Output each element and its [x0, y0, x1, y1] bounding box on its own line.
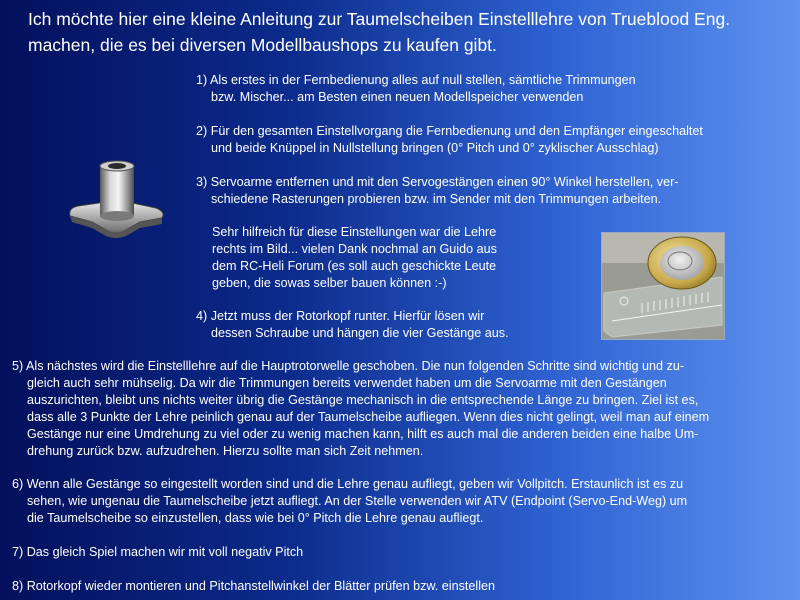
- note-line: geben, die sowas selber bauen können :-): [212, 276, 447, 290]
- step-5: [12, 358, 709, 460]
- title-line: Ich möchte hier eine kleine Anleitung zur Taumelscheiben Einstelllehre von Trueblood Eng.: [28, 9, 731, 29]
- step-1-line: 1) Als erstes in der Fernbedienung alles auf null stellen, sämtliche Trimmungen: [196, 73, 636, 87]
- page-title: [28, 6, 798, 58]
- step-8-line: 8) Rotorkopf wieder montieren und Pitchanstellwinkel der Blätter prüfen bzw. einstellen: [12, 579, 496, 593]
- step-3-line: 3) Servoarme entfernen und mit den Servogestängen einen 90° Winkel herstellen, ver-: [196, 175, 679, 189]
- step-2: [196, 123, 703, 157]
- step-4-line: dessen Schraube und hängen die vier Gestänge aus.: [211, 326, 509, 340]
- note-line: Sehr hilfreich für diese Einstellungen war die Lehre: [212, 225, 497, 239]
- step-3: [196, 174, 678, 208]
- step-1: [196, 72, 636, 106]
- step-5-line: dass alle 3 Punkte der Lehre peinlich genau auf der Taumelscheibe aufliegen. Wenn dies nicht gelingt, weil man auf einem: [27, 410, 710, 424]
- step-4: [196, 308, 509, 342]
- step-6-line: 6) Wenn alle Gestänge so eingestellt worden sind und die Lehre genau aufliegt, geben wir Vollpitch. Erstaunlich ist es zu: [12, 477, 684, 491]
- step-5-line: gleich auch sehr mühselig. Da wir die Trimmungen bereits verwendet haben um die Servoarme mit den Gestängen: [27, 376, 667, 390]
- step-8: [12, 578, 495, 595]
- note-line: dem RC-Heli Forum (es soll auch geschickte Leute: [212, 259, 497, 273]
- step-5-line: drehung zurück bzw. aufzudrehen. Hierzu sollte man sich Zeit nehmen.: [27, 444, 424, 458]
- step-6-line: die Taumelscheibe so einzustellen, dass wie bei 0° Pitch die Lehre genau aufliegt.: [27, 511, 484, 525]
- step-6-line: sehen, wie ungenau die Taumelscheibe jetzt aufliegt. An der Stelle verwenden wir ATV (Endpoint (Servo-End-Weg) um: [27, 494, 688, 508]
- note-line: rechts im Bild... vielen Dank nochmal an Guido aus: [212, 242, 497, 256]
- step-7-line: 7) Das gleich Spiel machen wir mit voll negativ Pitch: [12, 545, 304, 559]
- step-5-line: Gestänge nur eine Umdrehung zu viel oder zu wenig machen kann, hilft es auch mal die anderen beiden eine halbe Um-: [27, 427, 699, 441]
- step-7: [12, 544, 303, 561]
- step-2-line: und beide Knüppel in Nullstellung bringen (0° Pitch und 0° zyklischer Ausschlag): [211, 141, 659, 155]
- swashplate-leveler-image: [66, 158, 168, 240]
- title-line: machen, die es bei diversen Modellbaushops zu kaufen gibt.: [28, 35, 497, 55]
- gauge-with-coin-photo: [601, 232, 725, 340]
- helper-note: [212, 224, 497, 292]
- step-3-line: schiedene Rasterungen probieren bzw. im Sender mit den Trimmungen arbeiten.: [211, 192, 662, 206]
- step-1-line: bzw. Mischer... am Besten einen neuen Modellspeicher verwenden: [211, 90, 584, 104]
- gauge-photo-drawing: [602, 233, 724, 339]
- step-6: [12, 476, 687, 527]
- step-5-line: auszurichten, bleibt uns nichts weiter übrig die Gestänge mechanisch in die entsprechende Länge zu bringen. Ziel ist es,: [27, 393, 699, 407]
- step-2-line: 2) Für den gesamten Einstellvorgang die Fernbedienung und den Empfänger eingeschaltet: [196, 124, 703, 138]
- step-4-line: 4) Jetzt muss der Rotorkopf runter. Hierfür lösen wir: [196, 309, 485, 323]
- step-5-line: 5) Als nächstes wird die Einstelllehre auf die Hauptrotorwelle geschoben. Die nun folgenden Schritte sind wichtig und zu-: [12, 359, 685, 373]
